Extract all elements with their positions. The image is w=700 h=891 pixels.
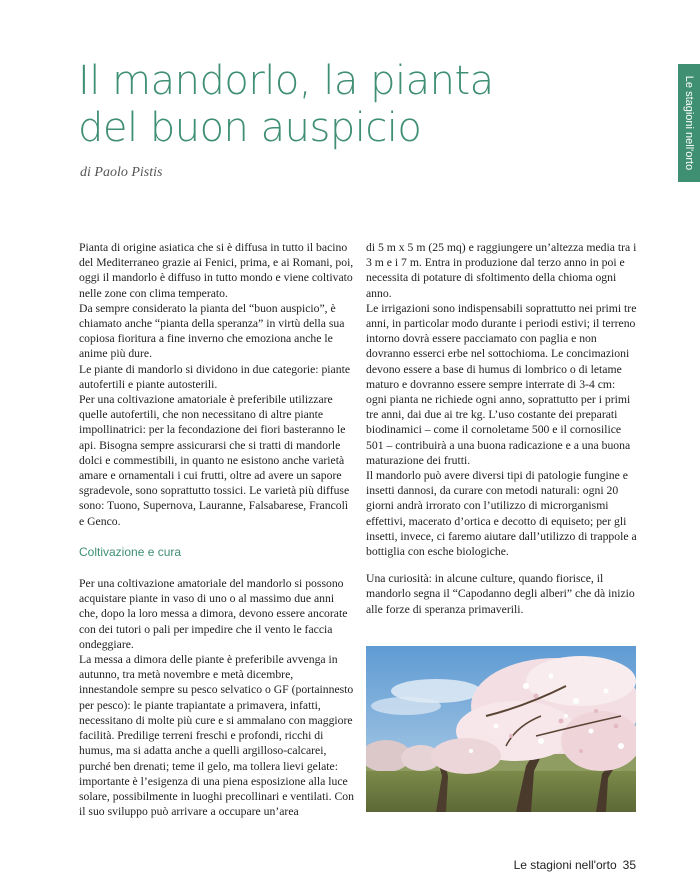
article-title-line-2: del buon auspicio xyxy=(78,105,422,151)
paragraph: Da sempre considerato la pianta del “buon auspicio”, è chiamato anche “pianta della speranza” in virtù della sua copiosa fioritura a fine inverno che emoziona anche le anime più dure. xyxy=(79,301,345,361)
section-side-tab xyxy=(678,64,700,182)
footer-section-title: Le stagioni nell'orto xyxy=(513,858,617,872)
paragraph: Le irrigazioni sono indispensabili soprattutto nei primi tre anni, in particolar modo durante i periodi estivi; il terreno intorno dovrà essere pacciamato con paglia e non dovranno esserci erbe nel sottochioma. Le concimazioni devono essere a base di humus di lombrico o di letame maturo e dovranno essere sempre interrate di 3-4 cm: ogni pianta ne richiede ogni anno, soprattutto per i primi tre anni, dai due ai tre kg. L’uso costante dei preparati biodinamici – come il cornoletame 500 e il cornosilice 501 – contribuirà a una buona radicazione e a una buona maturazione dei frutti. xyxy=(366,301,637,467)
section-subheading: Coltivazione e cura xyxy=(79,544,182,559)
article-title xyxy=(78,58,618,152)
page-footer xyxy=(514,858,636,872)
page-number: 35 xyxy=(622,858,636,872)
paragraph: Le piante di mandorlo si dividono in due categorie: piante autofertili e piante autosterili. xyxy=(79,362,351,391)
byline: di Paolo Pistis xyxy=(80,165,163,180)
article-title-line-1: Il mandorlo, la pianta xyxy=(78,58,494,104)
almond-blossom-photo xyxy=(366,646,636,812)
paragraph: La messa a dimora delle piante è preferibile avvenga in autunno, tra metà novembre e metà dicembre, innestandole sempre su pesco selvatico o GF (portainnesto per pesco): le piante trapiantate a primavera, infatti, necessitano di molte più cure e si ammalano con maggiore facilità. Predilige terreni freschi e profondi, ricchi di humus, ma si adatta anche a quelli argilloso-calcarei, purché ben drenati; teme il gelo, ma tollera lievi gelate: importante è l’esigenza di una piena esposizione alla luce solare, possibilmente in luoghi precollinari e ventilati. Con il suo sviluppo può arrivare a occupare un’area xyxy=(79,653,354,819)
left-column xyxy=(79,240,354,819)
paragraph: Per una coltivazione amatoriale è preferibile utilizzare quelle autofertili, che non necessitano di altre piante impollinatrici: per la fecondazione dei fiori basteranno le api. Bisogna sempre assicurarsi che si tratti di mandorle dolci e commestibili, in quanto ne esistono anche varietà amare e ornamentali i cui frutti, oltre ad avere un sapore sgradevole, sono soprattutto tossici. Le varietà più diffuse sono: Tuono, Supernova, Lauranne, Falsabarese, Francolì e Genco. xyxy=(79,393,350,528)
paragraph: Una curiosità: in alcune culture, quando fiorisce, il mandorlo segna il “Capodanno degli alberi” che dà inizio alle forze di speranza primaverili. xyxy=(366,572,635,616)
section-side-tab-label: Le stagioni nell'orto xyxy=(683,75,695,171)
paragraph: Pianta di origine asiatica che si è diffusa in tutto il bacino del Mediterraneo grazie ai Fenici, prima, e ai Romani, poi, oggi il mandorlo è diffuso in tutto mondo e viene coltivato nelle zone con clima temperato. xyxy=(79,241,354,300)
right-column xyxy=(366,240,638,617)
paragraph: di 5 m x 5 m (25 mq) e raggiungere un’altezza media tra i 3 m e i 7 m. Entra in produzione dal terzo anno in poi e necessita di potature di sfoltimento della chioma ogni anno. xyxy=(366,241,637,300)
paragraph: Per una coltivazione amatoriale del mandorlo si possono acquistare piante in vaso di uno o al massimo due anni che, dopo la loro messa a dimora, devono essere ancorate con dei tutori o pali per impedire che il vento le faccia ondeggiare. xyxy=(79,577,348,651)
paragraph: Il mandorlo può avere diversi tipi di patologie fungine e insetti dannosi, da curare con metodi naturali: ogni 20 giorni andrà irrorato con l’utilizzo di microrganismi effettivi, macerato d’ortica e decotto di equiseto; per gli insetti, invece, ci faremo aiutare dall’utilizzo di trappole a bottiglia con esche biologiche. xyxy=(366,469,637,559)
